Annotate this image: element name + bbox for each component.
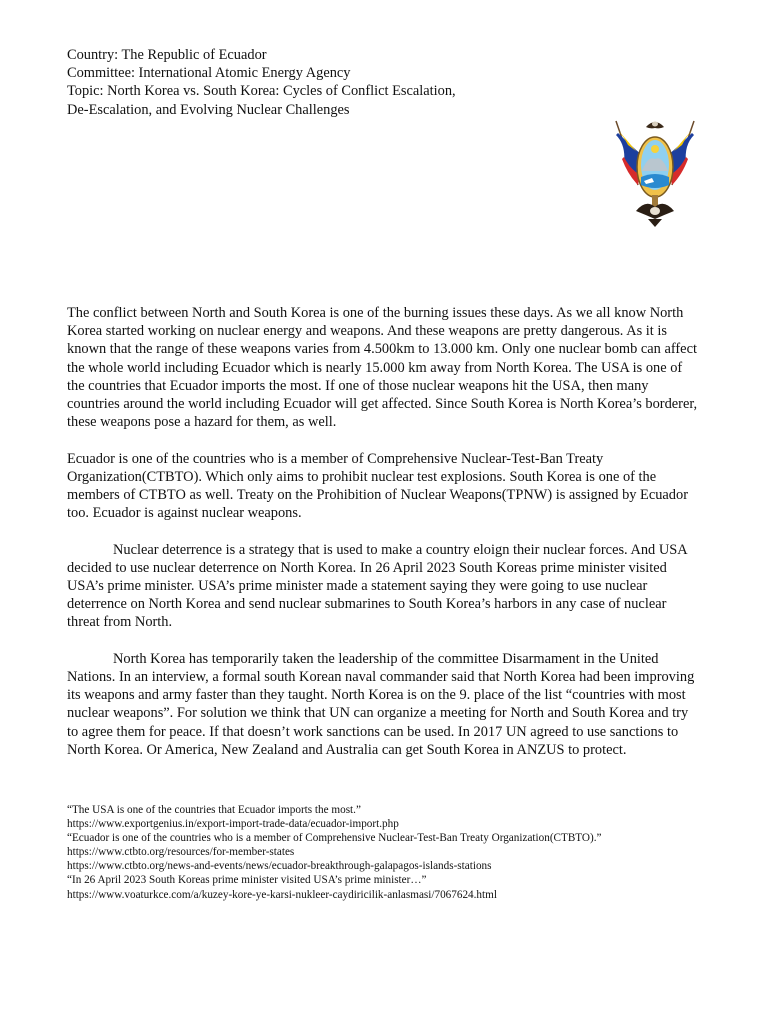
country-line: Country: The Republic of Ecuador [67,47,267,63]
paragraph-1: The conflict between North and South Korea is one of the burning issues these days. As we all know North Korea started working on nuclear energy and weapons. And these weapons are pretty dangerous. As it is known that the range of these weapons varies from 4.500km to 13.000 km. Only one nuclear bomb can affect the whole world including Ecuador which is nearly 15.000 km away from North Korea. The USA is one of the countries that Ecuador imports the most. If one of those nuclear weapons hit the USA, then many countries around the world including Ecuador will get affected. Since South Korea is North Korea’s borderer, these weapons pose a hazard for them, as well. [67,305,698,431]
document-body [67,304,701,777]
footnote-link-2[interactable]: https://www.ctbto.org/resources/for-member-states [67,846,295,859]
coat-of-arms-emblem [608,115,702,229]
document-header [67,46,567,119]
footnotes [67,803,727,902]
footnote-link-3[interactable]: https://www.ctbto.org/news-and-events/news/ecuador-breakthrough-galapagos-islands-stations [67,860,492,873]
footnote-quote-2: “Ecuador is one of the countries who is a member of Comprehensive Nuclear-Test-Ban Treaty Organization(CTBTO).” [67,832,602,845]
footnote-link-4[interactable]: https://www.voaturkce.com/a/kuzey-kore-ye-karsi-nukleer-caydiricilik-anlasmasi/7067624.html [67,888,497,901]
paragraph-2: Ecuador is one of the countries who is a member of Comprehensive Nuclear-Test-Ban Treaty Organization(CTBTO). Which only aims to prohibit nuclear test explosions. South Korea is one of the members of CTBTO as well. Treaty on the Prohibition of Nuclear Weapons(TPNW) is assigned by Ecuador too. Ecuador is against nuclear weapons. [67,450,688,522]
footnote-quote-3: “In 26 April 2023 South Koreas prime minister visited USA’s prime minister…” [67,874,427,887]
footnote-quote-1: “The USA is one of the countries that Ecuador imports the most.” [67,804,361,816]
paragraph-3: Nuclear deterrence is a strategy that is used to make a country eloign their nuclear forces. And USA decided to use nuclear deterrence on North Korea. In 26 April 2023 South Koreas prime minister visited USA’s prime minister. USA’s prime minister made a statement saying they were going to use nuclear deterrence on North Korea and send nuclear submarines to South Korea’s harbors in any case of nuclear threat from North. [67,541,687,631]
topic-line-2: De-Escalation, and Evolving Nuclear Challenges [67,101,350,118]
paragraph-4: North Korea has temporarily taken the leadership of the committee Disarmament in the United Nations. In an interview, a formal south Korean naval commander said that North Korea had been improving its weapons and army faster than they taught. North Korea is on the 9. place of the list “countries with most nuclear weapons”. For solution we think that UN can organize a meeting for North and South Korea and try to agree them for peace. If that doesn’t work sanctions can be used. In 2017 UN agreed to use sanctions to North Korea. Or America, New Zealand and Australia can get South Korea in ANZUS to protect. [67,650,695,758]
topic-line-1: Topic: North Korea vs. South Korea: Cycles of Conflict Escalation, [67,83,456,100]
committee-line: Committee: International Atomic Energy Agency [67,65,351,82]
footnote-link-1[interactable]: https://www.exportgenius.in/export-import-trade-data/ecuador-import.php [67,818,399,831]
